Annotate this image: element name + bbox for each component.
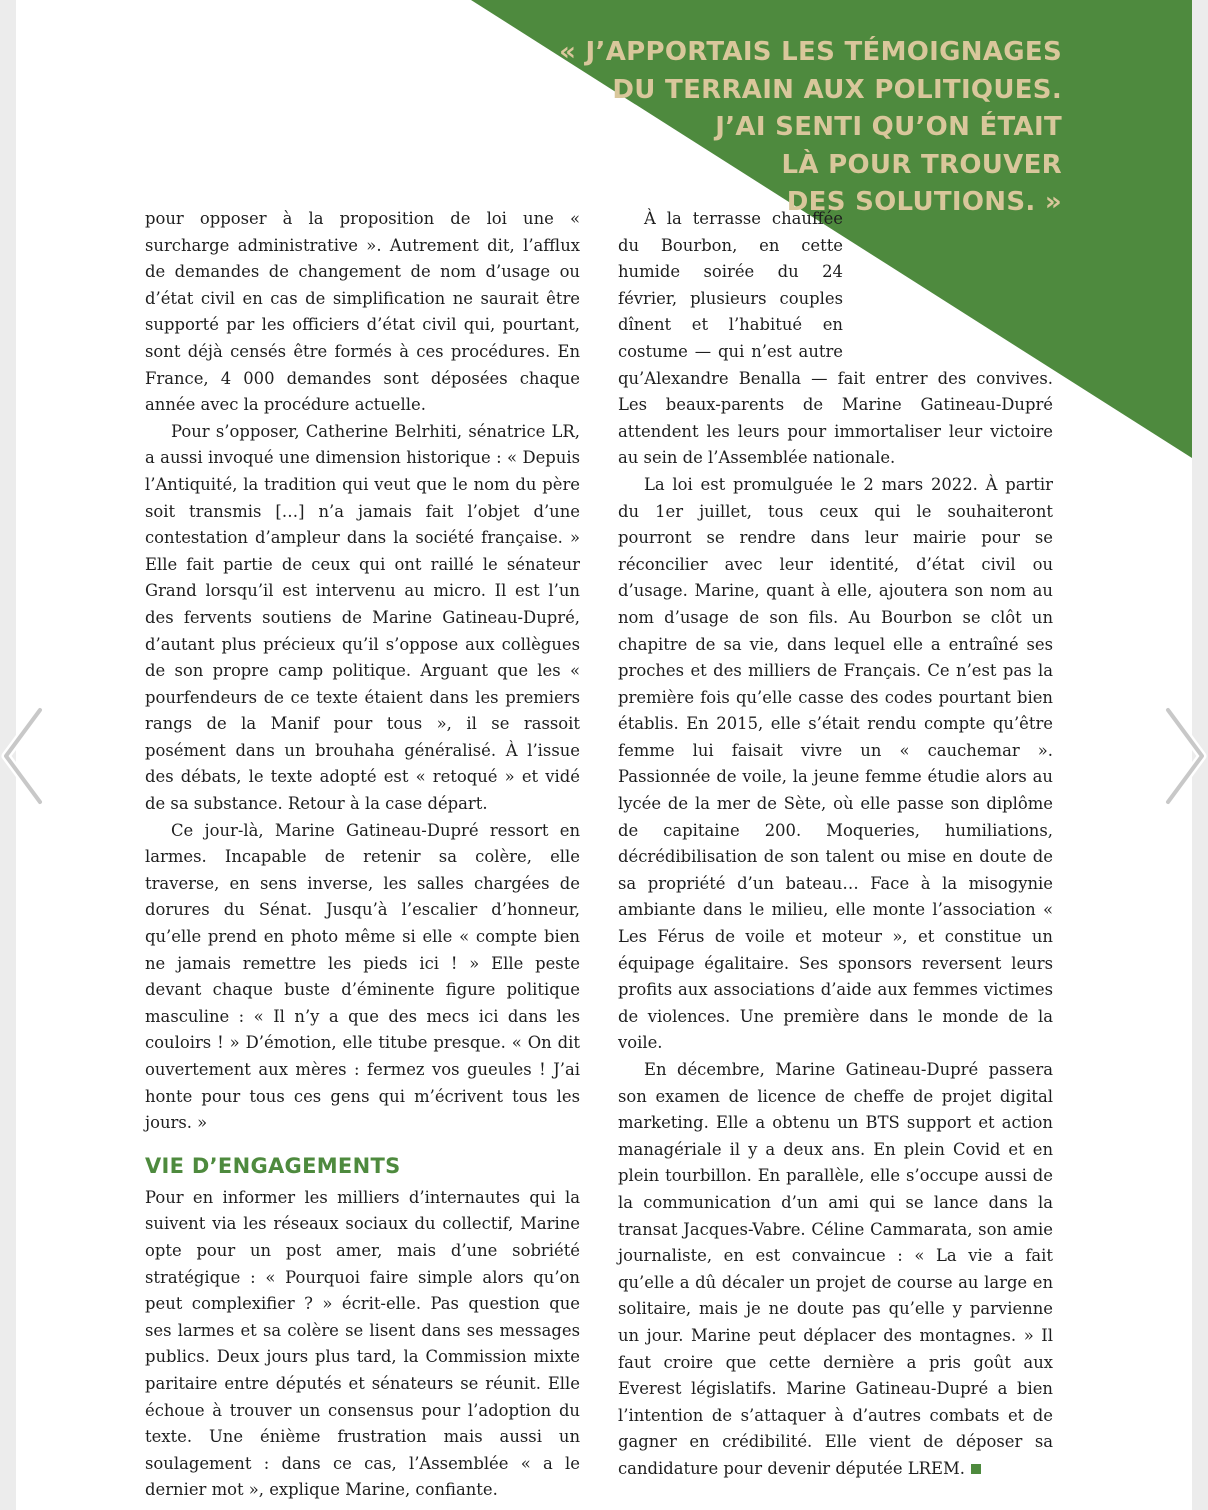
pull-quote-line: LÀ POUR TROUVER xyxy=(781,149,1062,180)
next-page-button[interactable] xyxy=(1164,706,1208,806)
article-column-right xyxy=(618,206,1053,1483)
article-paragraph xyxy=(618,1057,1053,1483)
article-paragraph: pour opposer à la proposition de loi une « surcharge administrative ». Autrement dit, l’afflux de demandes de changement de nom d’usage ou d’état civil en cas de simplification ne saurait être supporté par les officiers d’état civil qui, pourtant, sont déjà censés être formés à ces procédures. En France, 4 000 demandes sont déposées chaque année avec la procédure actuelle. xyxy=(145,209,580,415)
article-paragraph: À la terrasse chauffée du Bourbon, en cette humide soirée du 24 février, plusieurs couples dînent et l’habitué en costume — qui n’est autre qu’Alexandre Benalla — fait entrer des convives. Les beaux-parents de Marine Gatineau-Dupré attendent les leurs pour immortaliser leur victoire au sein de l’Assemblée nationale. xyxy=(618,209,1053,468)
chevron-right-icon xyxy=(1164,706,1208,806)
section-heading: VIE D’ENGAGEMENTS xyxy=(145,1153,401,1178)
end-of-article-mark xyxy=(971,1464,981,1474)
chevron-left-icon xyxy=(0,706,44,806)
magazine-page xyxy=(16,0,1192,1510)
article-paragraph-text: En décembre, Marine Gatineau-Dupré passera son examen de licence de cheffe de projet digital marketing. Elle a obtenu un BTS support et action managériale il y a deux ans. En plein Covid et en plein tourbillon. En parallèle, elle s’occupe aussi de la communication d’un ami qui se lance dans la transat Jacques-Vabre. Céline Cammarata, son amie journaliste, en est convaincue : « La vie a fait qu’elle a dû décaler un projet de course au large en solitaire, mais je ne doute pas qu’elle y parvienne un jour. Marine peut déplacer des montagnes. » Il faut croire que cette dernière a pris goût aux Everest législatifs. Marine Gatineau-Dupré a bien l’intention de s’attaquer à d’autres combats et de gagner en crédibilité. Elle vient de déposer sa candidature pour devenir députée LREM. xyxy=(618,1060,1053,1478)
article-paragraph: Pour en informer les milliers d’internautes qui la suivent via les réseaux sociaux du collectif, Marine opte pour un post amer, mais d’une sobriété stratégique : « Pourquoi faire simple alors qu’on peut complexifier ? » écrit-elle. Pas question que ses larmes et sa colère se lisent dans ses messages publics. Deux jours plus tard, la Commission mixte paritaire entre députés et sénateurs se réunit. Elle échoue à trouver un consensus pour l’adoption du texte. Une énième frustration mais aussi un soulagement : dans ce cas, l’Assemblée « a le dernier mot », explique Marine, confiante. xyxy=(145,1187,580,1500)
pull-quote-line: DU TERRAIN AUX POLITIQUES. xyxy=(612,74,1062,105)
pull-quote xyxy=(542,34,1062,222)
article-paragraph: Ce jour-là, Marine Gatineau-Dupré ressort en larmes. Incapable de retenir sa colère, elle traverse, en sens inverse, les salles chargées de dorures du Sénat. Jusqu’à l’escalier d’honneur, qu’elle prend en photo même si elle « compte bien ne jamais remettre les pieds ici ! » Elle peste devant chaque buste d’éminente figure politique masculine : « Il n’y a que des mecs ici dans les couloirs ! » D’émotion, elle titube presque. « On dit ouvertement aux mères : fermez vos gueules ! J’ai honte pour tous ces gens qui m’écrivent tous les jours. » xyxy=(145,820,580,1133)
banner-wrap-space xyxy=(843,206,1053,352)
article-paragraph: La loi est promulguée le 2 mars 2022. À partir du 1er juillet, tous ceux qui le souhaiteront pourront se rendre dans leur mairie pour se réconcilier avec leur identité, d’état civil ou d’usage. Marine, quant à elle, ajoutera son nom au nom d’usage de son fils. Au Bourbon se clôt un chapitre de sa vie, dans lequel elle a entraîné ses proches et des milliers de Français. Ce n’est pas la première fois qu’elle casse des codes pourtant bien établis. En 2015, elle s’était rendu compte qu’être femme lui faisait vivre un « cauchemar ». Passionnée de voile, la jeune femme étudie alors au lycée de la mer de Sète, où elle passe son diplôme de capitaine 200. Moqueries, humiliations, décrédibilisation de son talent ou mise en doute de sa propriété d’un bateau… Face à la misogynie ambiante dans le milieu, elle monte l’association « Les Férus de voile et moteur », et constitue un équipage égalitaire. Ses sponsors reversent leurs profits aux associations d’aide aux femmes victimes de violences. Une première dans le monde de la voile. xyxy=(618,474,1053,1053)
article-paragraph: Pour s’opposer, Catherine Belrhiti, sénatrice LR, a aussi invoqué une dimension historique : « Depuis l’Antiquité, la tradition qui veut que le nom du père soit transmis […] n’a jamais fait l’objet d’une contestation d’ampleur dans la société française. » Elle fait partie de ceux qui ont raillé le sénateur Grand lorsqu’il est intervenu au micro. Il est l’un des fervents soutiens de Marine Gatineau-Dupré, d’autant plus précieux qu’il s’oppose aux collègues de son propre camp politique. Arguant que les « pourfendeurs de ce texte étaient dans les premiers rangs de la Manif pour tous », il se rassoit posément dans un brouhaha généralisé. À l’issue des débats, le texte adopté est « retoqué » et vidé de sa substance. Retour à la case départ. xyxy=(145,421,580,814)
previous-page-button[interactable] xyxy=(0,706,44,806)
pull-quote-line: « J’APPORTAIS LES TÉMOIGNAGES xyxy=(559,37,1062,67)
pull-quote-line: J’AI SENTI QU’ON ÉTAIT xyxy=(715,112,1062,142)
pull-quote-line: DES SOLUTIONS. » xyxy=(786,187,1062,217)
article-column-left xyxy=(145,206,580,1504)
